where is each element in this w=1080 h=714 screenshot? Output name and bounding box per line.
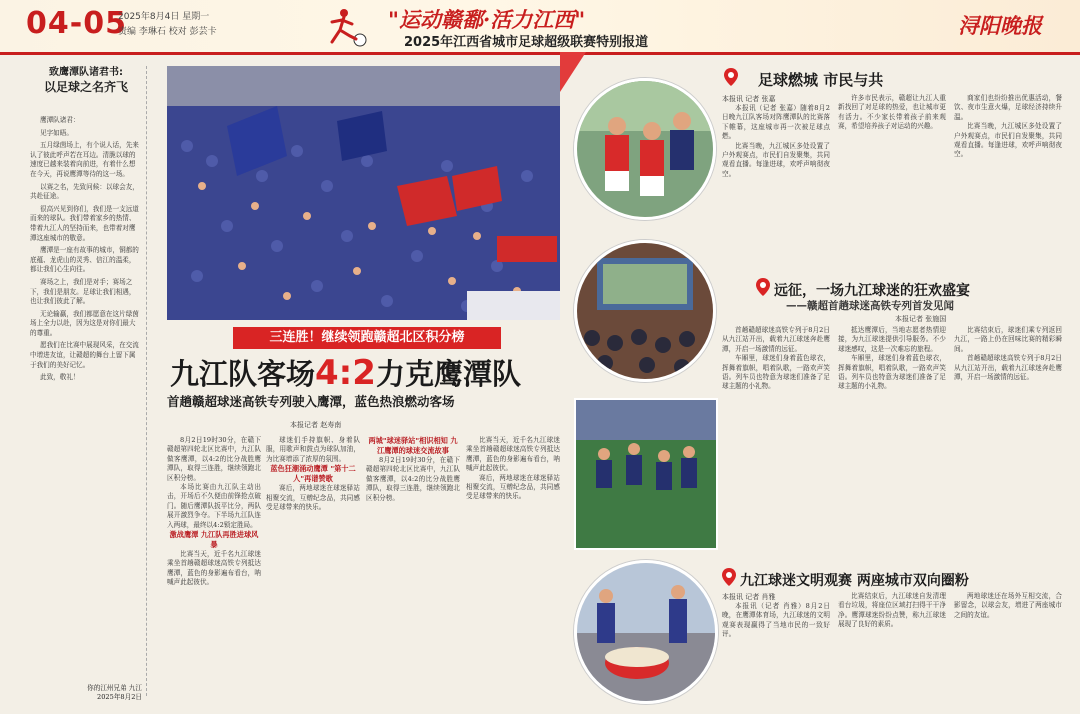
- viewing-crowd-photo: [574, 240, 716, 382]
- stadium-crowd-photo: [167, 66, 560, 320]
- players-celebrating-photo: [574, 78, 716, 220]
- section-3-col-2: [838, 592, 946, 698]
- letter-heading-line2: 以足球之名齐飞: [43, 80, 128, 94]
- section-2-paragraph: 首趟赣超球迷高铁专列于8月2日从九江站开出，载着九江球迷奔赴鹰潭，开启一场激情的远征。: [954, 354, 1062, 382]
- section-1-paragraph: 比赛当晚，九江城区多处设置了户外观赛点，市民们自发聚集，共同观看直播。每逢进球，欢呼声响彻夜空。: [722, 141, 830, 178]
- letter-paragraph: 很高兴见到你们，我们是一支远道而来的球队。我们带着家乡的热情、带着九江人的坚持而来，也带着对鹰潭这座城市的敬意。: [30, 204, 139, 242]
- section-2-subtitle: ——赣超首趟球迷高铁专列首发见闻: [786, 300, 954, 312]
- section-3-col-1: [722, 602, 830, 698]
- main-section-head: 两城"球迷驿站"相识相知 九江鹰潭的球迷交流故事: [368, 436, 458, 455]
- section-2-paragraph: 车厢里，球迷们身着蓝色球衣，挥舞着旗帜，唱着队歌，一路欢声笑语。列车员也特意为球迷们准备了足球主题的小礼物。: [722, 354, 830, 391]
- main-paragraph: 球迷们手持旗帜、身着队服，用歌声和鼓点为球队加油，为比赛增添了浓厚的氛围。: [266, 436, 360, 463]
- main-paragraph: 本场比赛由九江队主动出击，开场后不久便由前锋抢点破门。随后鹰潭队扳平比分，两队展开激烈争夺。下半场九江队连入两球，最终以4:2锁定胜局。: [167, 483, 261, 529]
- win-streak-tag: 三连胜！继续领跑赣超北区积分榜: [233, 327, 501, 349]
- section-3-byline: 本报讯 记者 肖雅: [722, 593, 776, 601]
- section-2-paragraph: 首趟赣超球迷高铁专列于8月2日从九江站开出，载着九江球迷奔赴鹰潭，开启一场激情的远征。: [722, 326, 830, 353]
- section-3-paragraph: 两地球迷还在场外互相交流，合影留念，以球会友，增进了两座城市之间的友谊。: [954, 592, 1062, 619]
- main-paragraph: 8月2日19时30分，在赣下赣超第四轮北区比赛中，九江队做客鹰潭，以4:2的比分战胜鹰潭队，取得三连胜，继续领跑北区积分榜。: [167, 436, 261, 482]
- headline-part-2: 力克鹰潭队: [375, 357, 521, 391]
- letter-heading-line1: 致鹰潭队诸君书:: [49, 67, 123, 78]
- players-on-field-photo: [574, 398, 718, 550]
- letter-paragraph: 无论输赢，我们都愿意在这片绿茵场上全力以赴，因为这是对你们最大的尊重。: [30, 309, 139, 337]
- headline-part-1: 九江队客场: [170, 357, 316, 391]
- section-2-col-3: [954, 326, 1062, 536]
- main-paragraph: 比赛当天，近千名九江球迷乘坐首趟赣超球迷高铁专列抵达鹰潭，蓝色的身影遍布看台，呐喊声此起彼伏。: [167, 550, 261, 587]
- section-2-col-2: [838, 326, 946, 536]
- newspaper-masthead: 浔阳晚报: [958, 13, 1042, 38]
- letter-paragraph: 愿我们在比赛中展现风采，在交流中增进友谊，让赣超的舞台上留下属于我们的美好记忆。: [30, 341, 139, 369]
- headline-score: 4:2: [315, 353, 376, 393]
- page-number: 04-05: [26, 6, 127, 41]
- main-col-3: [366, 436, 460, 698]
- location-pin-icon: [722, 568, 736, 586]
- location-pin-icon: [724, 68, 738, 86]
- section-1-col-2: [838, 94, 946, 274]
- section-3-col-3: [954, 592, 1062, 698]
- section-1-paragraph: 比赛当晚，九江城区多处设置了户外观赛点，市民们自发聚集，共同观看直播。每逢进球，欢呼声响彻夜空。: [954, 122, 1062, 159]
- signature-name: 你的江州兄弟 九江: [87, 684, 142, 692]
- section-2-byline: 本报记者 张施国: [895, 315, 947, 323]
- letter-heading: [26, 66, 146, 94]
- section-3-paragraph: 比赛结束后，九江球迷自发清理看台垃圾，将座位区域打扫得干干净净。鹰潭球迷纷纷点赞，称九江球迷展现了良好的素质。: [838, 592, 946, 629]
- letter-paragraph: 五月绿茵场上，有个说人话，先来认了彼此呼声若在耳边。清脆以球的速度已越来装着向前进，有着什么想在今天，再说鹰潭等待的这一场。: [30, 141, 139, 178]
- letter-paragraph: 以赛之名，先致问候：以球会友，共赴征途。: [30, 182, 139, 201]
- main-col-2: [266, 436, 360, 698]
- supplement-subtitle: 2025年江西省城市足球超级联赛特别报道: [404, 35, 649, 50]
- section-2-title: 远征，一场九江球迷的狂欢盛宴: [774, 283, 970, 299]
- section-3-title: 九江球迷文明观赛 两座城市双向圈粉: [740, 573, 969, 589]
- section-1-paragraph: 商家们也纷纷推出优惠活动，餐饮、夜市生意火爆，足球经济持续升温。: [954, 94, 1062, 121]
- signature-date: 2025年8月2日: [97, 693, 142, 701]
- main-paragraph: 8月2日19时30分，在赣下赣超第四轮北区比赛中，九江队做客鹰潭，以4:2的比分战胜鹰潭队，取得三连胜，继续领跑北区积分榜。: [366, 456, 460, 502]
- section-2-paragraph: 抵达鹰潭后，当地志愿者热情迎接，为九江球迷提供引导服务。不少球迷感叹，这是一次难忘的旅程。: [838, 326, 946, 353]
- section-1-col-3: [954, 94, 1062, 274]
- main-section-head: 蓝色狂潮涌动鹰潭 "第十二人"再谱赞歌: [270, 464, 356, 484]
- section-1-title: 足球燃城 市民与共: [758, 71, 884, 89]
- section-1-paragraph: 许多市民表示，赣超让九江人重新找回了对足球的热爱，也让城市更有活力。不少家长带着孩子前来观赛，希望培养孩子对运动的兴趣。: [838, 94, 946, 131]
- letter-signature: [30, 684, 142, 702]
- section-2-paragraph: 车厢里，球迷们身着蓝色球衣，挥舞着旗帜，唱着队歌，一路欢声笑语。列车员也特意为球迷们准备了足球主题的小礼物。: [838, 354, 946, 391]
- section-2-paragraph: 比赛结束后，球迷们乘专列返回九江，一路上仍在回味比赛的精彩瞬间。: [954, 326, 1062, 353]
- main-col-1: [167, 436, 261, 698]
- main-paragraph: 赛后，两地球迷在球迷驿站相聚交流，互赠纪念品，共同感受足球带来的快乐。: [466, 473, 560, 501]
- slogan: "运动赣鄱·活力江西": [388, 7, 586, 32]
- main-section-head: 激战鹰潭 九江队再胜进球风暴: [169, 530, 259, 550]
- date-line: 2025年8月4日 星期一: [118, 12, 210, 22]
- main-paragraph: 比赛当天，近千名九江球迷乘坐首趟赣超球迷高铁专列抵达鹰潭，蓝色的身影遍布看台，呐喊声此起彼伏。: [466, 436, 560, 473]
- staff-line: 责编 李琳石 校对 彭芸卡: [118, 27, 217, 37]
- letter-paragraph: 见字如晤。: [40, 128, 73, 137]
- section-3-paragraph: 本报讯（记者 肖雅）8月2日晚，在鹰潭体育场，九江球迷的文明观赛表现赢得了当地市民的一致好评。: [722, 602, 830, 639]
- fan-drummers-photo: [574, 560, 718, 704]
- soccer-player-logo: [322, 6, 372, 48]
- red-corner-decoration: [560, 52, 586, 92]
- main-headline: [170, 352, 560, 393]
- letter-paragraph: 鹰潭是一座有故事的城市，铜都的底蕴、龙虎山的灵秀、信江的温柔，都让我们心生向往。: [30, 246, 139, 274]
- letter-paragraph: 此致，敬礼！: [40, 373, 80, 382]
- section-1-byline: 本报讯 记者 张嘉: [722, 95, 776, 103]
- main-subheadline: 首趟赣超球迷高铁专列驶入鹰潭，蓝色热浪燃动客场: [167, 394, 455, 409]
- location-pin-icon: [756, 278, 770, 296]
- section-1-col-1: [722, 104, 830, 274]
- letter-paragraph: 鹰潭队诸君：: [40, 116, 80, 124]
- section-1-paragraph: 本报讯（记者 张嘉）随着8月2日晚九江队客场对阵鹰潭队的比赛落下帷幕，这座城市再一次被足球点燃。: [722, 104, 830, 141]
- section-2-col-1: [722, 326, 830, 536]
- main-paragraph: 赛后，两地球迷在球迷驿站相聚交流，互赠纪念品，共同感受足球带来的快乐。: [266, 484, 360, 512]
- main-byline: 本报记者 赵寿南: [290, 421, 342, 429]
- letter-paragraph: 赛场之上，我们是对手；赛场之下，我们是朋友。足球让我们相遇，也让我们彼此了解。: [30, 277, 136, 306]
- letter-body: [30, 116, 142, 676]
- main-col-4: [466, 436, 560, 698]
